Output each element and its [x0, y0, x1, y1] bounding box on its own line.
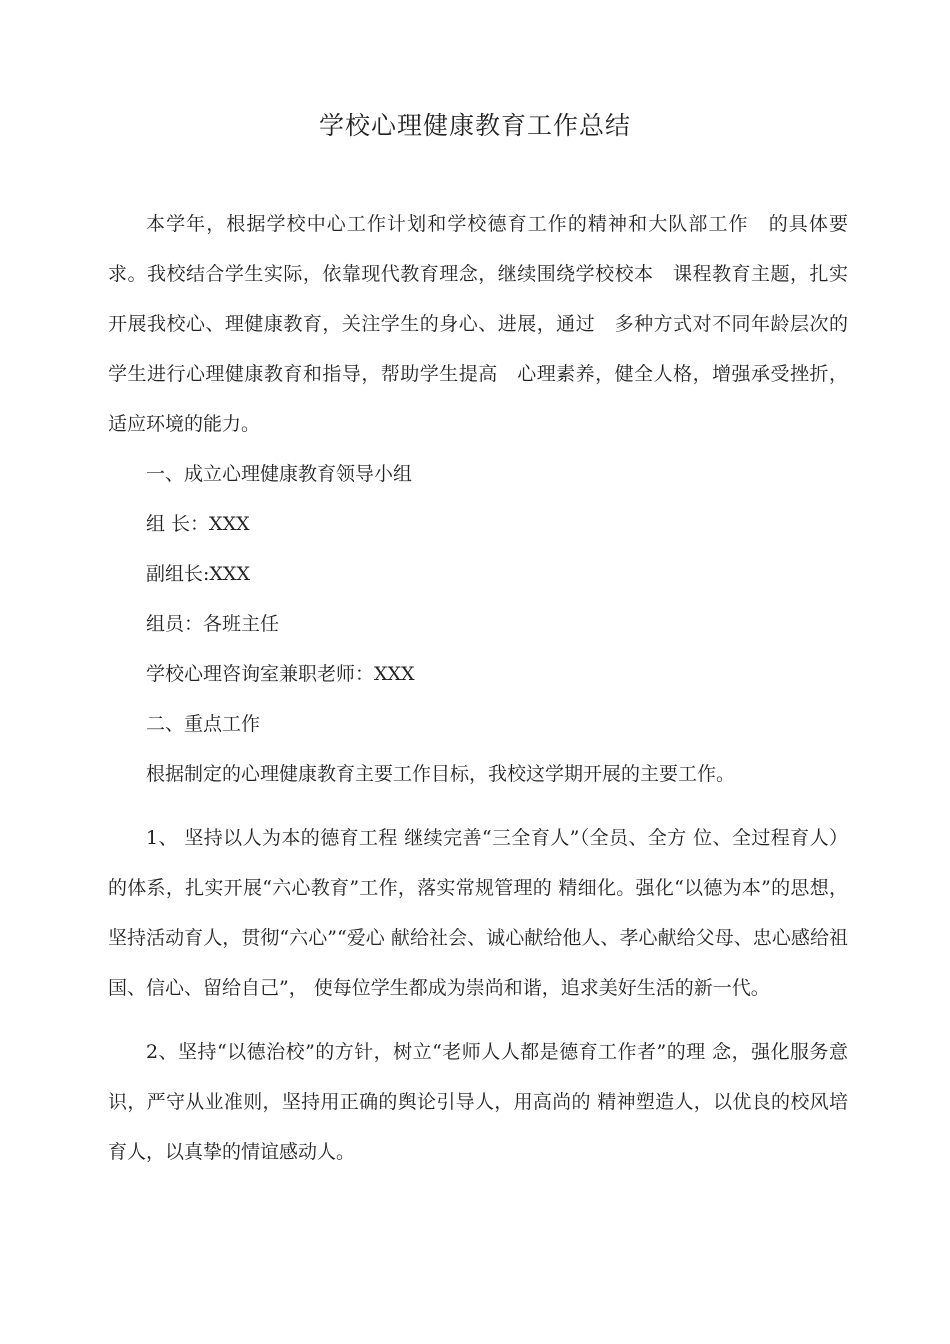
section2-intro: 根据制定的心理健康教育主要工作目标，我校这学期开展的主要工作。 — [146, 763, 736, 785]
leader-line: 组 长：XXX — [146, 513, 250, 535]
section2-heading: 二、重点工作 — [146, 713, 261, 735]
deputy-leader-line: 副组长:XXX — [146, 563, 250, 585]
document-body — [108, 199, 848, 1177]
counselor-line: 学校心理咨询室兼职老师：XXX — [146, 663, 415, 685]
item1-paragraph: 1、 坚持以人为本的德育工程 继续完善“三全育人”（全员、全方 位、全过程育人）的体系，扎实开展“六心教育”工作，落实常规管理的 精细化。强化“以德为本”的思想，坚持活动育人，贯彻“六心”“爱心 献给社会、诚心献给他人、孝心献给父母、忠心感给祖国、信心、留给自己”， 使每位学生都成为崇尚和谐，追求美好生活的新一代。 — [108, 827, 848, 999]
section1-heading: 一、成立心理健康教育领导小组 — [146, 463, 413, 485]
document-title: 学校心理健康教育工作总结 — [318, 111, 631, 140]
intro-paragraph: 本学年，根据学校中心工作计划和学校德育工作的精神和大队部工作 的具体要求。我校结合学生实际，依靠现代教育理念，继续围绕学校校本 课程教育主题，扎实开展我校心、理健康教育，关注学生的身心、进展，通过 多种方式对不同年龄层次的学生进行心理健康教育和指导，帮助学生提高 心理素养，健全人格，增强承受挫折，适应环境的能力。 — [108, 213, 848, 435]
item2-paragraph: 2、坚持“以德治校”的方针，树立“老师人人都是德育工作者”的理 念，强化服务意识，严守从业准则，坚持用正确的舆论引导人，用高尚的 精神塑造人，以优良的校风培育人，以真挚的情谊感动人。 — [108, 1041, 848, 1163]
members-line: 组员：各班主任 — [146, 613, 280, 635]
